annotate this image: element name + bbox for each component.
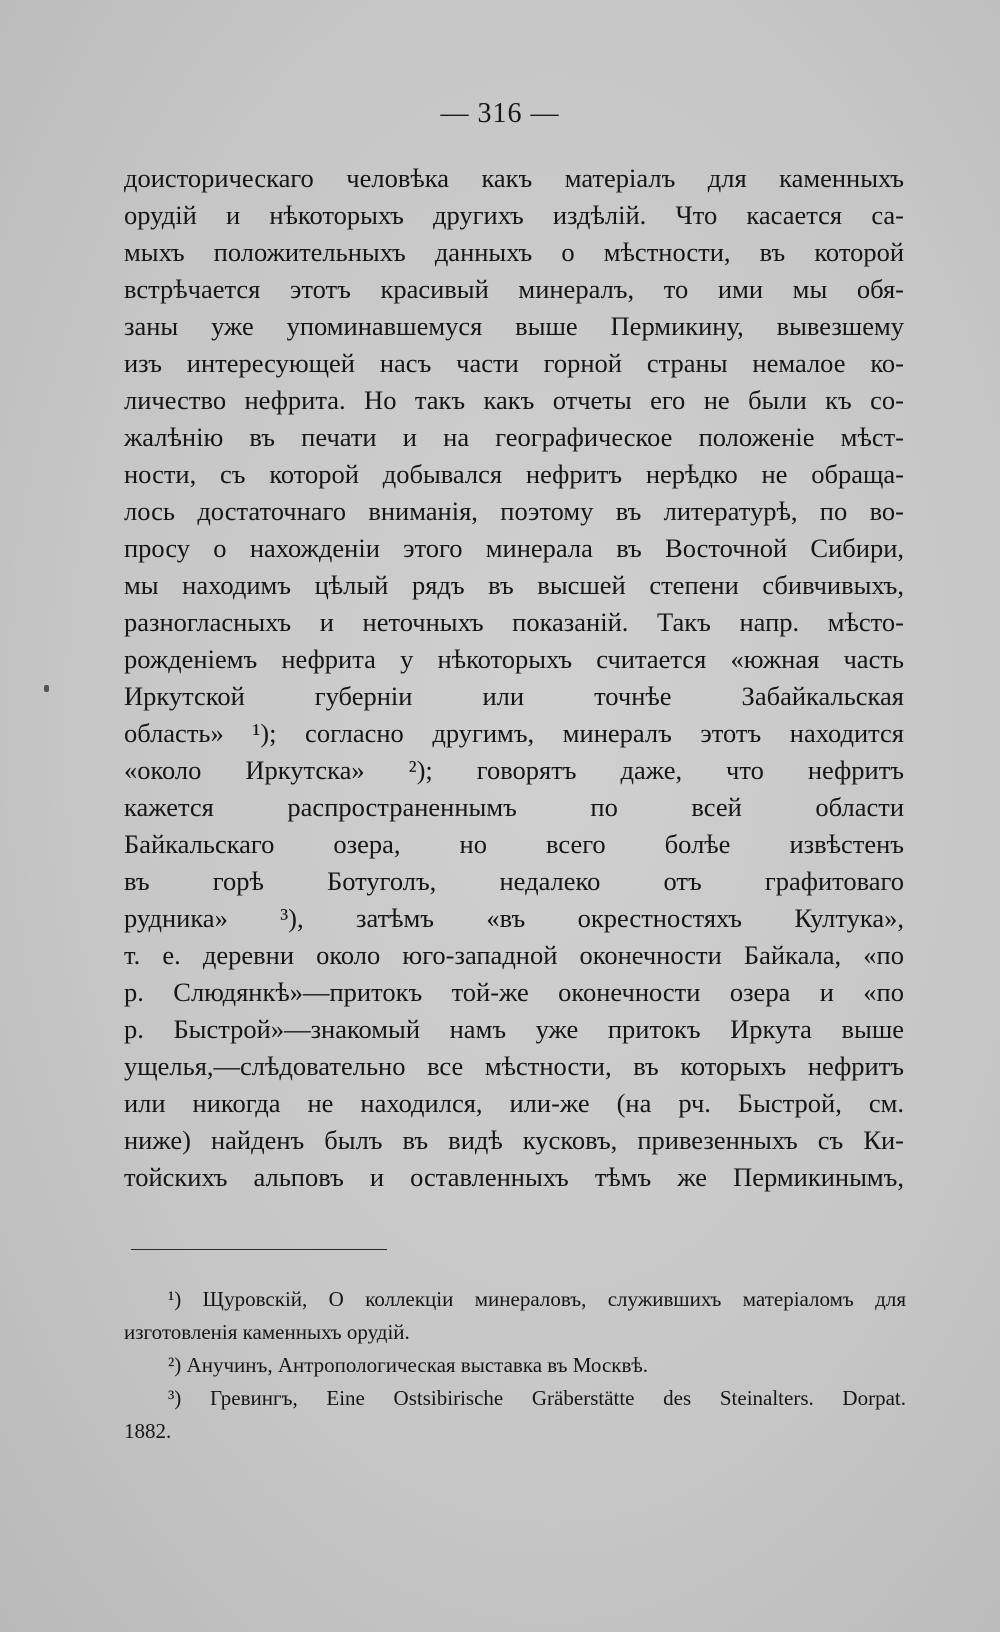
text-line: просу о нахожденіи этого минерала въ Восточной Сибири, (124, 533, 904, 563)
footnote-2-line: ²) Анучинъ, Антропологическая выставка въ Москвѣ. (168, 1353, 649, 1377)
text-line: «около Иркутска» ²); говорятъ даже, что нефритъ (124, 755, 904, 785)
text-line: орудій и нѣкоторыхъ другихъ издѣлій. Что касается са- (124, 200, 904, 230)
footnote-3-continuation: 1882. (124, 1419, 172, 1443)
text-line: тойскихъ альповъ и оставленныхъ тѣмъ же Пермикинымъ, (124, 1162, 904, 1192)
text-line: рожденіемъ нефрита у нѣкоторыхъ считается «южная часть (124, 644, 904, 674)
text-line: ниже) найденъ былъ въ видѣ кусковъ, привезенныхъ съ Ки- (124, 1125, 904, 1155)
text-line: личество нефрита. Но такъ какъ отчеты его не были къ со- (124, 385, 904, 415)
text-line: жалѣнію въ печати и на географическое положеніе мѣст- (124, 422, 904, 452)
main-text (124, 160, 904, 1196)
text-line: или никогда не находился, или-же (на рч. Быстрой, см. (124, 1088, 904, 1118)
text-line: мы находимъ цѣлый рядъ въ высшей степени сбивчивыхъ, (124, 570, 904, 600)
text-line: т. е. деревни около юго-западной оконечности Байкала, «по (124, 940, 904, 970)
text-line: ущелья,—слѣдовательно все мѣстности, въ которыхъ нефритъ (124, 1051, 904, 1081)
text-line: рудника» ³), затѣмъ «въ окрестностяхъ Култука», (124, 903, 904, 933)
text-line: заны уже упоминавшемуся выше Пермикину, вывезшему (124, 311, 904, 341)
text-line: ности, съ которой добывался нефритъ нерѣдко не обраща- (124, 459, 904, 489)
text-line: р. Слюдянкѣ»—притокъ той-же оконечности озера и «по (124, 977, 904, 1007)
text-line: въ горѣ Ботуголъ, недалеко отъ графитоваго (124, 866, 904, 896)
footnotes (124, 1283, 906, 1448)
text-line: мыхъ положительныхъ данныхъ о мѣстности, въ которой (124, 237, 904, 267)
print-speck (44, 685, 49, 692)
text-line: Иркутской губерніи или точнѣе Забайкальская (124, 681, 904, 711)
text-line: встрѣчается этотъ красивый минералъ, то ими мы обя- (124, 274, 904, 304)
text-line: Байкальскаго озера, но всего болѣе извѣстенъ (124, 829, 904, 859)
text-line: доисторическаго человѣка какъ матеріалъ для каменныхъ (124, 163, 904, 193)
footnote-separator (131, 1249, 387, 1250)
text-line: лось достаточнаго вниманія, поэтому въ литературѣ, по во- (124, 496, 904, 526)
text-line: изъ интересующей насъ части горной страны немалое ко- (124, 348, 904, 378)
footnote-3-line: ³) Гревингъ, Eine Ostsibirische Gräberstätte des Steinalters. Dorpat. (168, 1386, 906, 1410)
text-line: разногласныхъ и неточныхъ показаній. Такъ напр. мѣсто- (124, 607, 904, 637)
text-line: область» ¹); согласно другимъ, минералъ этотъ находится (124, 718, 904, 748)
text-line: кажется распространеннымъ по всей области (124, 792, 904, 822)
footnote-1-line: ¹) Щуровскій, О коллекціи минераловъ, служившихъ матеріаломъ для (168, 1287, 906, 1311)
text-line: р. Быстрой»—знакомый намъ уже притокъ Иркута выше (124, 1014, 904, 1044)
page-number: — 316 — (440, 98, 560, 129)
footnote-1-continuation: изготовленія каменныхъ орудій. (124, 1320, 410, 1344)
